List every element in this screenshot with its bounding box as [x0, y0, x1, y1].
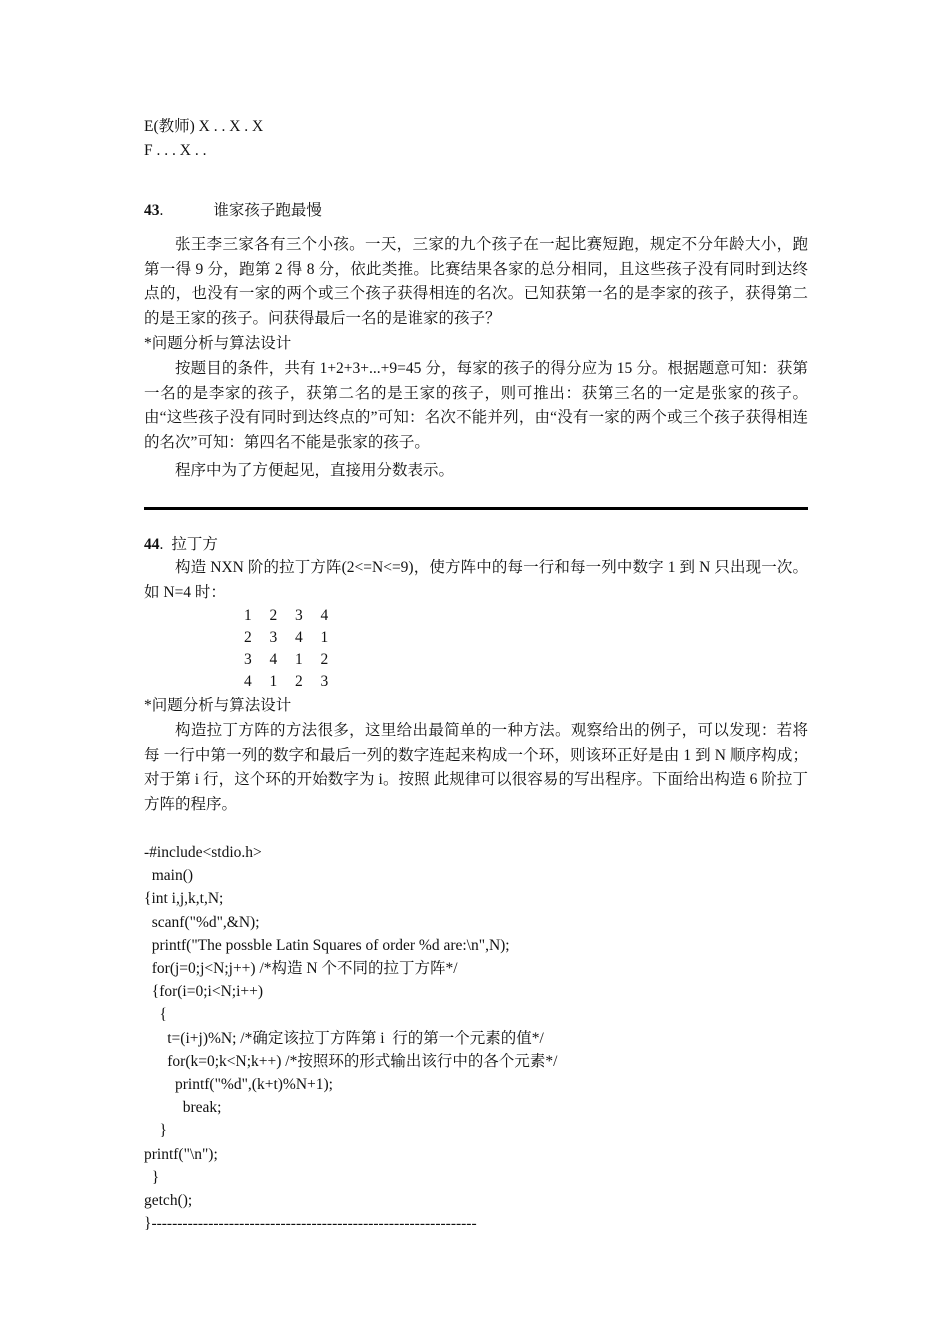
- matrix-cell: 4: [295, 629, 303, 646]
- code-line: }: [144, 1168, 160, 1186]
- matrix-cell: 3: [269, 629, 278, 646]
- matrix-cell: 2: [295, 673, 303, 690]
- code-line: getch();: [144, 1192, 193, 1210]
- q44-number: 44: [144, 536, 160, 553]
- code-line: for(k=0;k<N;k++) /*按照环的形式输出该行中的各个元素*/: [144, 1052, 558, 1070]
- matrix-cell: 2: [320, 651, 329, 668]
- matrix-cell: 1: [295, 651, 303, 668]
- code-line: main(): [144, 867, 194, 885]
- code-line: printf("%d",(k+t)%N+1);: [144, 1076, 333, 1094]
- code-line: {: [144, 1006, 167, 1024]
- matrix-cell: 3: [295, 607, 303, 624]
- q44-analysis-heading: *问题分析与算法设计: [144, 697, 292, 714]
- matrix-cell: 1: [320, 629, 329, 646]
- matrix-row: [244, 605, 346, 627]
- code-line: }: [144, 1122, 167, 1140]
- q44-problem: 构造 NXN 阶的拉丁方阵(2<=N<=9)，使方阵中的每一行和每一列中数字 1 到 N 只出现一次。如 N=4 时：: [144, 559, 808, 601]
- code-line: scanf("%d",&N);: [144, 913, 260, 931]
- q43-problem: 张王李三家各有三个小孩。一天，三家的九个孩子在一起比赛短跑，规定不分年龄大小，跑第一得 9 分，跑第 2 得 8 分，依此类推。比赛结果各家的总分相同，且这些孩子没有同时到达终点的，也没有一家的两个或三个孩子获得相连的名次。已知获第一名的是李家的孩子，获得第二的是王家的孩子。问获得最后一名的是谁家的孩子？: [144, 236, 808, 327]
- q43-number: 43: [144, 202, 160, 219]
- table-row-f: F . . . X . .: [144, 142, 207, 159]
- code-line: {int i,j,k,t,N;: [144, 890, 224, 908]
- code-line: break;: [144, 1099, 222, 1117]
- q44-analysis: 构造拉丁方阵的方法很多，这里给出最简单的一种方法。观察给出的例子，可以发现：若将每 一行中第一列的数字和最后一列的数字连起来构成一个环，则该环正好是由 1 到 N 顺序构成；对于第 i 行，这个环的开始数字为 i。按照 此规律可以很容易的写出程序。下面给出构造 6 阶拉丁方阵的程序。: [144, 722, 808, 813]
- matrix-cell: 3: [244, 651, 252, 668]
- matrix-cell: 2: [244, 629, 252, 646]
- matrix-cell: 4: [320, 607, 329, 624]
- code-line: -#include<stdio.h>: [144, 844, 262, 861]
- q43-heading: 43. 谁家孩子跑最慢: [144, 202, 322, 219]
- q43-title: 谁家孩子跑最慢: [213, 202, 322, 219]
- code-line: }---------------------------------------------------------------: [144, 1215, 477, 1233]
- q43-analysis: 按题目的条件，共有 1+2+3+...+9=45 分，每家的孩子的得分应为 15 分。根据题意可知：获第一名的是李家的孩子，获第二名的是王家的孩子，则可推出：获第三名的一定是张家的孩子。由“这些孩子没有同时到达终点的”可知：名次不能并列，由“没有一家的两个或三个孩子获得相连的名次”可知：第四名不能是张家的孩子。: [144, 360, 808, 451]
- matrix-row: [244, 627, 346, 649]
- code-line: {for(i=0;i<N;i++): [144, 983, 264, 1001]
- q43-analysis-heading: *问题分析与算法设计: [144, 335, 292, 352]
- code-line: t=(i+j)%N; /*确定该拉丁方阵第 i 行的第一个元素的值*/: [144, 1029, 544, 1047]
- matrix-cell: 2: [269, 607, 278, 624]
- matrix-cell: 1: [269, 673, 278, 690]
- code-listing: [144, 841, 557, 1235]
- section-divider: [144, 507, 808, 510]
- table-row-e: E(教师) X . . X . X: [144, 118, 264, 135]
- q43-note: 程序中为了方便起见，直接用分数表示。: [175, 462, 455, 479]
- latin-square-example: [244, 605, 346, 693]
- matrix-row: [244, 649, 346, 671]
- q44-heading: 44. 拉丁方: [144, 536, 218, 553]
- matrix-cell: 1: [244, 607, 252, 624]
- matrix-row: [244, 671, 346, 693]
- matrix-cell: 4: [244, 673, 252, 690]
- matrix-cell: 4: [269, 651, 278, 668]
- code-line: printf("The possble Latin Squares of order %d are:\n",N);: [144, 936, 510, 954]
- code-line: printf("\n");: [144, 1145, 218, 1163]
- q44-title: 拉丁方: [171, 536, 218, 553]
- code-line: for(j=0;j<N;j++) /*构造 N 个不同的拉丁方阵*/: [144, 960, 458, 978]
- matrix-cell: 3: [320, 673, 329, 690]
